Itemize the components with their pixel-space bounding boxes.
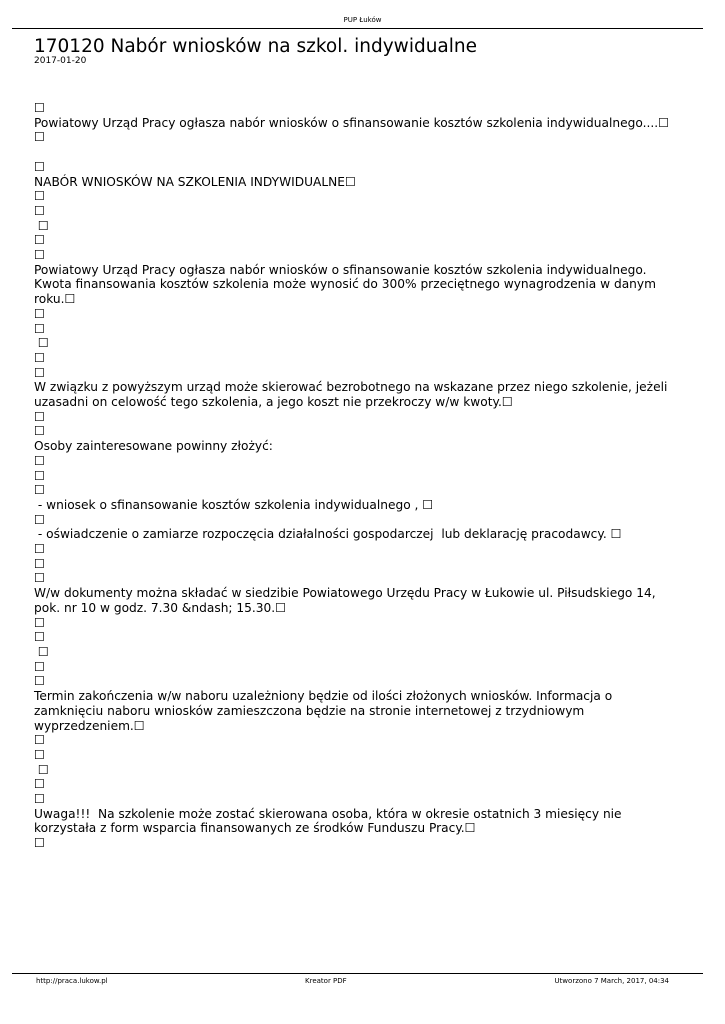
body-text-line: ☐: [34, 350, 45, 365]
body-text-line: ☐: [34, 365, 45, 380]
body-text-line: ☐: [34, 615, 45, 630]
body-text-line: ☐: [34, 218, 49, 233]
body-text-line: ☐: [34, 630, 45, 645]
document-body: [34, 101, 694, 851]
body-text-line: ☐: [34, 836, 45, 851]
body-text-line: korzystała z form wsparcia finansowanych ze środków Funduszu Pracy.☐: [34, 821, 476, 836]
footer-divider: [12, 973, 703, 974]
footer-generator: Kreator PDF: [305, 977, 347, 985]
body-text-line: ☐: [34, 409, 45, 424]
footer-url-link[interactable]: http://praca.lukow.pl: [36, 977, 108, 985]
body-text-line: ☐: [34, 792, 45, 807]
body-text-line: ☐: [34, 733, 45, 748]
body-text-line: roku.☐: [34, 292, 76, 307]
body-text-line: ☐: [34, 130, 45, 145]
body-text-line: ☐: [34, 571, 45, 586]
body-text-line: ☐: [34, 645, 49, 659]
body-text-line: [34, 145, 694, 160]
body-text-line: ☐: [34, 468, 45, 483]
body-text-line: ☐: [34, 203, 45, 218]
body-text-line: ☐: [34, 159, 45, 174]
body-text-line: ☐: [34, 512, 45, 527]
body-text-line: uzasadni on celowość tego szkolenia, a jego koszt nie przekroczy w/w kwoty.☐: [34, 395, 513, 410]
body-text-line: ☐: [34, 659, 45, 674]
body-text-line: Termin zakończenia w/w naboru uzależniony będzie od ilości złożonych wniosków. Informacja o: [34, 689, 613, 704]
body-text-line: ☐: [34, 336, 49, 351]
body-text-line: - wniosek o sfinansowanie kosztów szkolenia indywidualnego , ☐: [34, 497, 434, 512]
body-text-line: ☐: [34, 248, 45, 263]
body-text-line: ☐: [34, 453, 45, 468]
page-header-site-label: PUP Łuków: [343, 16, 382, 24]
body-text-line: ☐: [34, 424, 45, 439]
body-text-line: Powiatowy Urząd Pracy ogłasza nabór wniosków o sfinansowanie kosztów szkolenia indywidualnego....☐: [34, 115, 669, 130]
body-text-line: Uwaga!!! Na szkolenie może zostać skierowana osoba, która w okresie ostatnich 3 miesięcy nie: [34, 806, 622, 821]
body-text-line: pok. nr 10 w godz. 7.30 &ndash; 15.30.☐: [34, 600, 287, 615]
body-text-line: ☐: [34, 483, 45, 498]
body-text-line: ☐: [34, 321, 45, 336]
footer-created-timestamp: Utworzono 7 March, 2017, 04:34: [554, 977, 669, 985]
body-text-line: ☐: [34, 233, 45, 248]
body-text-line: W/w dokumenty można składać w siedzibie Powiatowego Urzędu Pracy w Łukowie ul. Piłsudskiego 14,: [34, 586, 656, 601]
body-text-line: ☐: [34, 762, 49, 777]
body-text-line: ☐: [34, 542, 45, 557]
body-text-line: ☐: [34, 777, 45, 792]
body-text-line: ☐: [34, 556, 45, 571]
body-text-line: ☐: [34, 101, 45, 115]
body-text-line: - oświadczenie o zamiarze rozpoczęcia działalności gospodarczej lub deklarację pracodawcy. ☐: [34, 527, 622, 542]
header-divider: [12, 28, 703, 29]
body-text-line: W związku z powyższym urząd może skierować bezrobotnego na wskazane przez niego szkolenie, jeżeli: [34, 380, 668, 395]
body-text-line: Osoby zainteresowane powinny złożyć:: [34, 439, 273, 454]
body-text-line: ☐: [34, 306, 45, 321]
body-text-line: NABÓR WNIOSKÓW NA SZKOLENIA INDYWIDUALNE☐: [34, 174, 356, 189]
body-text-line: ☐: [34, 189, 45, 204]
body-text-line: ☐: [34, 674, 45, 689]
document-title: 170120 Nabór wniosków na szkol. indywidualne: [34, 36, 478, 57]
body-text-line: zamknięciu naboru wniosków zamieszczona będzie na stronie internetowej z trzydniowym: [34, 703, 585, 718]
body-text-line: wyprzedzeniem.☐: [34, 718, 145, 733]
document-date: 2017-01-20: [34, 56, 87, 66]
body-text-line: Kwota finansowania kosztów szkolenia może wynosić do 300% przeciętnego wynagrodzenia w danym: [34, 277, 656, 292]
body-text-line: Powiatowy Urząd Pracy ogłasza nabór wniosków o sfinansowanie kosztów szkolenia indywidualnego.: [34, 262, 647, 277]
body-text-line: ☐: [34, 747, 45, 762]
